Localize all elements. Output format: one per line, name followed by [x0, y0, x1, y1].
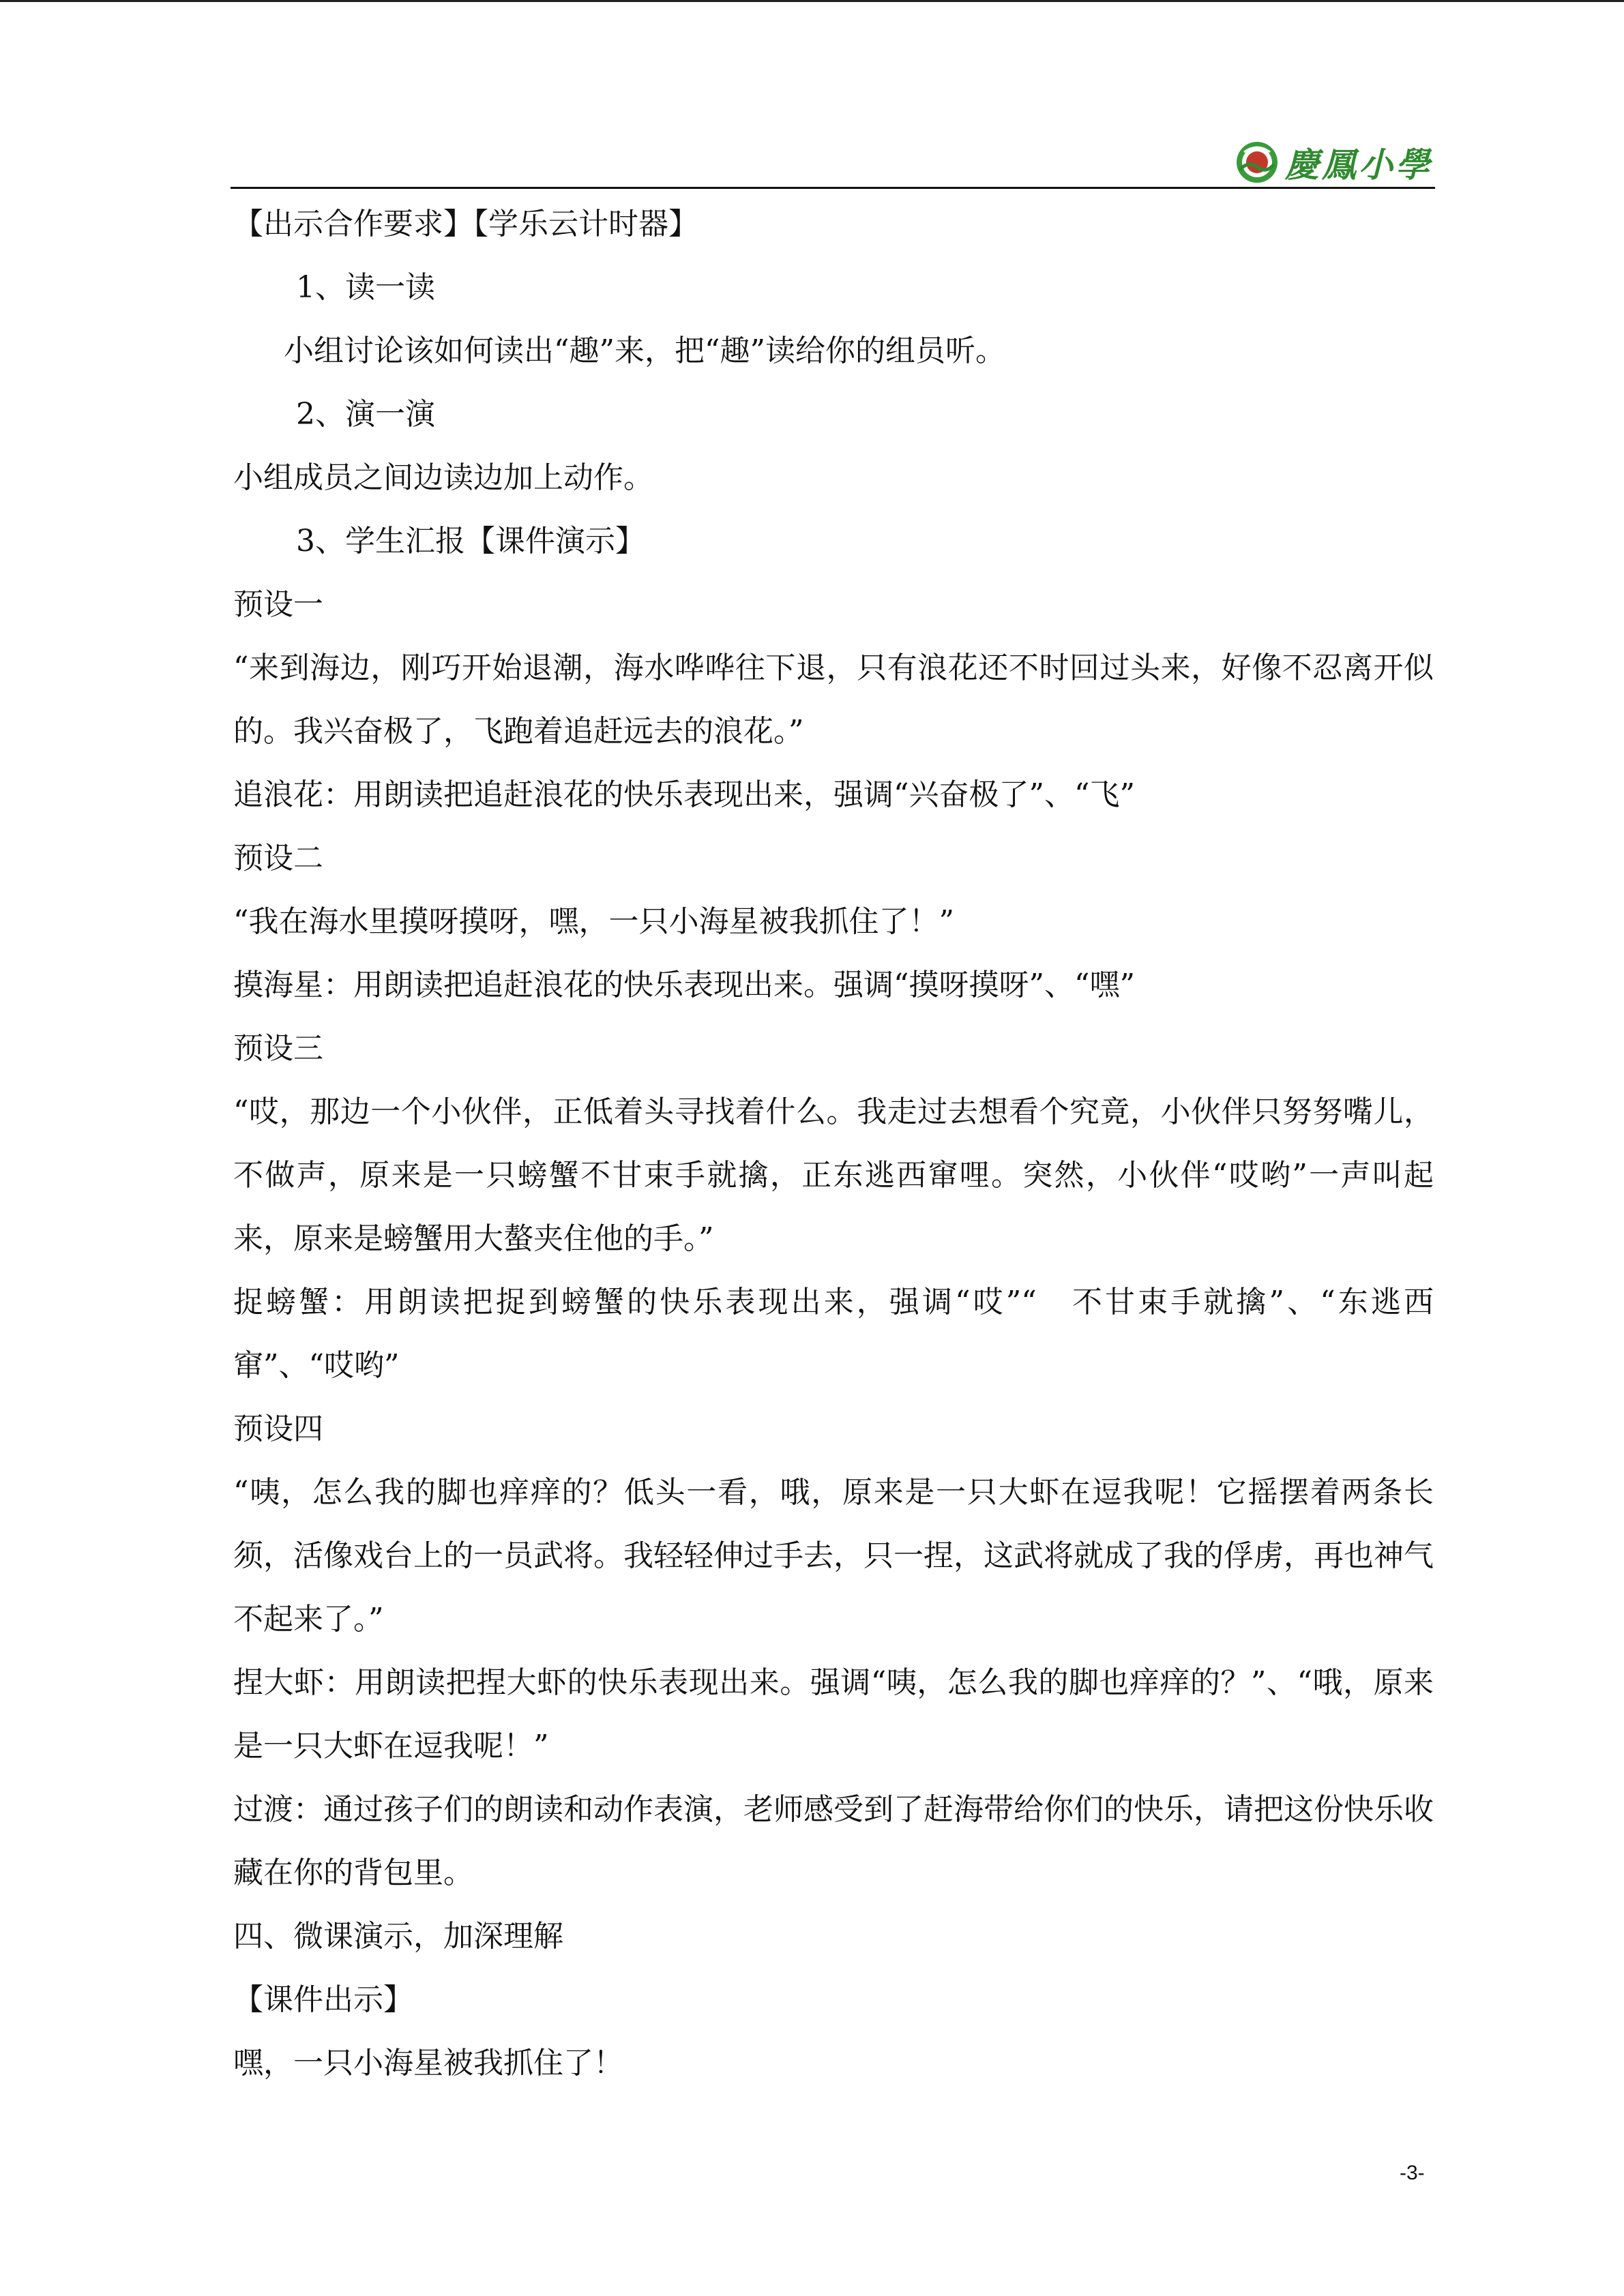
- paragraph: 2、演一演: [296, 397, 435, 432]
- paragraph: 预设三: [233, 1031, 323, 1066]
- paragraph: 四、微课演示，加深理解: [233, 1919, 563, 1954]
- paragraph: 1、读一读: [296, 270, 435, 305]
- paragraph: 预设四: [233, 1412, 323, 1446]
- school-name: 慶鳳小學: [1285, 145, 1432, 185]
- paragraph: 小组讨论该如何读出“趣”来，把“趣”读给你的组员听。: [284, 333, 1005, 368]
- document-body: [233, 192, 1434, 2095]
- paragraph: 【课件出示】: [233, 1982, 413, 2017]
- paragraph: 嘿，一只小海星被我抓住了！: [233, 2046, 623, 2081]
- header-rule: [231, 187, 1435, 189]
- paragraph: 预设一: [233, 587, 323, 622]
- school-seal-icon: [1235, 140, 1280, 185]
- paragraph: 捏大虾：用朗读把捏大虾的快乐表现出来。强调“咦，怎么我的脚也痒痒的？”、“哦，原来是一只大虾在逗我呢！”: [233, 1665, 1434, 1763]
- school-logo: [1235, 138, 1432, 187]
- paragraph: 小组成员之间边读边加上动作。: [233, 460, 653, 495]
- paragraph: “哎，那边一个小伙伴，正低着头寻找着什么。我走过去想看个究竟，小伙伴只努努嘴儿，不做声，原来是一只螃蟹不甘束手就擒，正东逃西窜哩。突然，小伙伴“哎哟”一声叫起来，原来是螃蟹用大螯夹住他的手。”: [233, 1094, 1434, 1256]
- paragraph: 3、学生汇报【课件演示】: [296, 524, 645, 558]
- paragraph: “咦，怎么我的脚也痒痒的？低头一看，哦，原来是一只大虾在逗我呢！它摇摆着两条长须，活像戏台上的一员武将。我轻轻伸过手去，只一捏，这武将就成了我的俘虏，再也神气不起来了。”: [233, 1475, 1434, 1637]
- page-top-border: [0, 0, 1624, 2]
- paragraph: “我在海水里摸呀摸呀，嘿，一只小海星被我抓住了！”: [233, 904, 954, 939]
- paragraph: 捉螃蟹：用朗读把捉到螃蟹的快乐表现出来，强调“哎”“ 不甘束手就擒”、“东逃西窜”、“哎哟”: [233, 1285, 1434, 1383]
- paragraph: 预设二: [233, 841, 323, 876]
- paragraph: 摸海星：用朗读把追赶浪花的快乐表现出来。强调“摸呀摸呀”、“嘿”: [233, 968, 1135, 1002]
- page-header: [231, 130, 1435, 188]
- page-number: -3-: [1400, 2162, 1425, 2184]
- paragraph: 过渡：通过孩子们的朗读和动作表演，老师感受到了赶海带给你们的快乐，请把这份快乐收藏在你的背包里。: [233, 1792, 1434, 1890]
- paragraph: 【出示合作要求】【学乐云计时器】: [233, 207, 698, 241]
- paragraph: 追浪花：用朗读把追赶浪花的快乐表现出来，强调“兴奋极了”、“飞”: [233, 777, 1135, 812]
- paragraph: “来到海边，刚巧开始退潮，海水哗哗往下退，只有浪花还不时回过头来，好像不忍离开似的。我兴奋极了，飞跑着追赶远去的浪花。”: [233, 651, 1434, 749]
